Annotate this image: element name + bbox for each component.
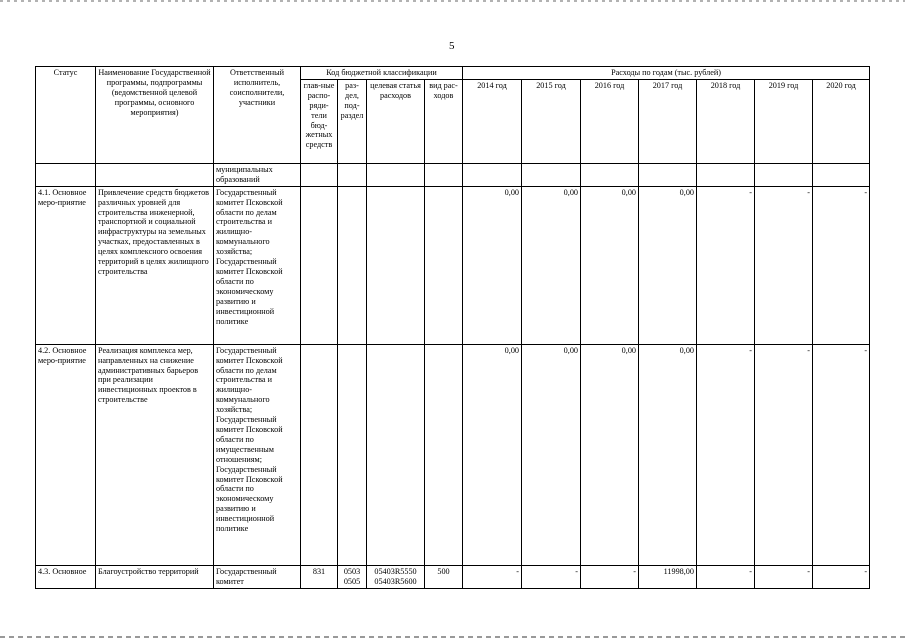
row-value-2016: 0,00 bbox=[581, 186, 639, 344]
scan-edge-top bbox=[0, 0, 905, 2]
header-row-1 bbox=[36, 67, 870, 80]
row-value-2020: - bbox=[813, 344, 870, 565]
header-status: Статус bbox=[36, 67, 96, 164]
row-grbs bbox=[301, 186, 338, 344]
table-row bbox=[36, 565, 870, 588]
table-row bbox=[36, 186, 870, 344]
table-row bbox=[36, 344, 870, 565]
row-value-2018: - bbox=[697, 565, 755, 588]
header-year-2014: 2014 год bbox=[463, 79, 522, 163]
header-vr: вид рас-ходов bbox=[425, 79, 463, 163]
row-value-2016: - bbox=[581, 565, 639, 588]
header-expenses: Расходы по годам (тыс. рублей) bbox=[463, 67, 870, 80]
continuation-executor: муниципальных образований bbox=[214, 163, 301, 186]
row-value-2018: - bbox=[697, 186, 755, 344]
row-value-2020: - bbox=[813, 565, 870, 588]
row-csr bbox=[367, 565, 425, 588]
row-value-2020: - bbox=[813, 186, 870, 344]
row-value-2015: 0,00 bbox=[522, 186, 581, 344]
row-executor: Государственный комитет Псковской области по делам строительства и жилищно-коммунального хозяйства; Государственный комитет Псковской области по экономическому развитию и инвестиционной политике bbox=[214, 186, 301, 344]
header-year-2018: 2018 год bbox=[697, 79, 755, 163]
row-rzpr-2: 0505 bbox=[343, 576, 361, 586]
row-value-2015: 0,00 bbox=[522, 344, 581, 565]
row-vr: 500 bbox=[425, 565, 463, 588]
row-grbs: 831 bbox=[301, 565, 338, 588]
row-status: 4.1. Основное меро-приятие bbox=[36, 186, 96, 344]
row-executor: Государственный комитет bbox=[214, 565, 301, 588]
scan-edge-bottom bbox=[0, 636, 905, 638]
row-name: Привлечение средств бюджетов различных уровней для строительства инженерной, транспортной и социальной инфраструктуры на земельных участках, предоставленных в целях комплексного освоения территорий в целях жилищного строительства bbox=[96, 186, 214, 344]
row-value-2018: - bbox=[697, 344, 755, 565]
row-status: 4.2. Основное меро-приятие bbox=[36, 344, 96, 565]
row-csr bbox=[367, 186, 425, 344]
row-grbs bbox=[301, 344, 338, 565]
header-grbs: глав-ные распо-ряди-тели бюд-жетных средств bbox=[301, 79, 338, 163]
row-value-2014: - bbox=[463, 565, 522, 588]
header-year-2015: 2015 год bbox=[522, 79, 581, 163]
row-value-2016: 0,00 bbox=[581, 344, 639, 565]
row-rzpr bbox=[338, 565, 367, 588]
row-value-2019: - bbox=[755, 186, 813, 344]
row-csr-2: 05403R5600 bbox=[374, 576, 417, 586]
row-value-2019: - bbox=[755, 565, 813, 588]
header-year-2017: 2017 год bbox=[639, 79, 697, 163]
row-value-2015: - bbox=[522, 565, 581, 588]
row-name: Благоустройство территорий bbox=[96, 565, 214, 588]
row-csr-1: 05403R5550 bbox=[374, 566, 417, 576]
header-budget-code: Код бюджетной классификации bbox=[301, 67, 463, 80]
header-year-2019: 2019 год bbox=[755, 79, 813, 163]
row-name: Реализация комплекса мер, направленных на снижение административных барьеров при реализации инвестиционных проектов в строительстве bbox=[96, 344, 214, 565]
header-name: Наименование Государственной программы, подпрограммы (ведомственной целевой программы, основного мероприятия) bbox=[96, 67, 214, 164]
row-status: 4.3. Основное bbox=[36, 565, 96, 588]
row-value-2017: 0,00 bbox=[639, 186, 697, 344]
row-csr bbox=[367, 344, 425, 565]
row-value-2014: 0,00 bbox=[463, 344, 522, 565]
row-executor: Государственный комитет Псковской области по делам строительства и жилищно-коммунального хозяйства; Государственный комитет Псковской области по имущественным отношениям; Государственный комитет Псковской области по экономическому развитию и инвестиционной политике bbox=[214, 344, 301, 565]
row-value-2014: 0,00 bbox=[463, 186, 522, 344]
row-value-2019: - bbox=[755, 344, 813, 565]
budget-table bbox=[35, 66, 870, 589]
header-year-2016: 2016 год bbox=[581, 79, 639, 163]
page-number: 5 bbox=[449, 40, 455, 52]
header-year-2020: 2020 год bbox=[813, 79, 870, 163]
header-rzpr: раз-дел, под-раздел bbox=[338, 79, 367, 163]
row-value-2017: 0,00 bbox=[639, 344, 697, 565]
row-rzpr bbox=[338, 344, 367, 565]
row-rzpr bbox=[338, 186, 367, 344]
row-vr bbox=[425, 186, 463, 344]
header-csr: целевая статья расходов bbox=[367, 79, 425, 163]
header-executor: Ответственный исполнитель, соисполнители, участники bbox=[214, 67, 301, 164]
row-vr bbox=[425, 344, 463, 565]
row-value-2017: 11998,00 bbox=[639, 565, 697, 588]
row-rzpr-1: 0503 bbox=[343, 566, 361, 576]
continuation-row bbox=[36, 163, 870, 186]
